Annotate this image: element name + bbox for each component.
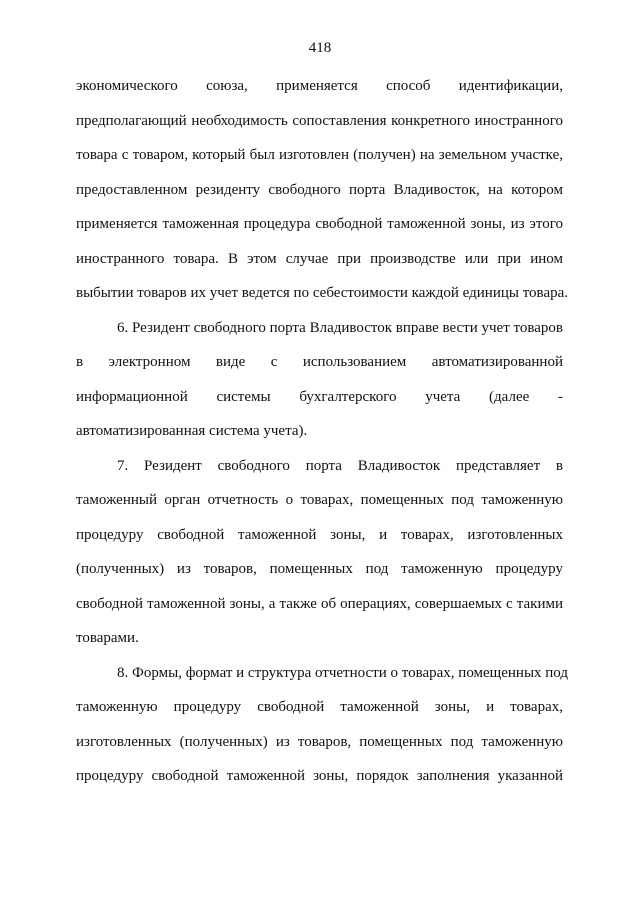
text-line: применяется таможенная процедура свободной таможенной зоны, из этого bbox=[76, 216, 563, 232]
paragraph-8-first-line: 8. Формы, формат и структура отчетности о товарах, помещенных под bbox=[117, 665, 569, 681]
text-line: свободной таможенной зоны, а также об операциях, совершаемых с такими bbox=[76, 596, 563, 612]
text-line: экономического союза, применяется способ идентификации, bbox=[76, 78, 563, 94]
text-line: информационной системы бухгалтерского учета (далее - bbox=[76, 389, 563, 405]
text-line: процедуру свободной таможенной зоны, и товарах, изготовленных bbox=[76, 527, 563, 543]
text-line: в электронном виде с использованием автоматизированной bbox=[76, 354, 563, 370]
text-line: таможенную процедуру свободной таможенной зоны, и товарах, bbox=[76, 699, 563, 715]
page-number: 418 bbox=[308, 40, 332, 56]
text-line: товарами. bbox=[76, 630, 139, 646]
text-line: иностранного товара. В этом случае при производстве или при ином bbox=[76, 251, 563, 267]
paragraph-7-first-line: 7. Резидент свободного порта Владивосток представляет в bbox=[117, 458, 563, 474]
text-line: выбытии товаров их учет ведется по себестоимости каждой единицы товара. bbox=[76, 285, 569, 301]
paragraph-6-first-line: 6. Резидент свободного порта Владивосток вправе вести учет товаров bbox=[117, 320, 563, 336]
text-line: процедуру свободной таможенной зоны, порядок заполнения указанной bbox=[76, 768, 563, 784]
text-line: автоматизированная система учета). bbox=[76, 423, 308, 439]
text-line: предполагающий необходимость сопоставления конкретного иностранного bbox=[76, 113, 563, 129]
text-line: предоставленном резиденту свободного порта Владивосток, на котором bbox=[76, 182, 563, 198]
text-line: (полученных) из товаров, помещенных под таможенную процедуру bbox=[76, 561, 563, 577]
text-line: изготовленных (полученных) из товаров, помещенных под таможенную bbox=[76, 734, 563, 750]
text-line: товара с товаром, который был изготовлен (получен) на земельном участке, bbox=[76, 147, 563, 163]
text-line: таможенный орган отчетность о товарах, помещенных под таможенную bbox=[76, 492, 563, 508]
